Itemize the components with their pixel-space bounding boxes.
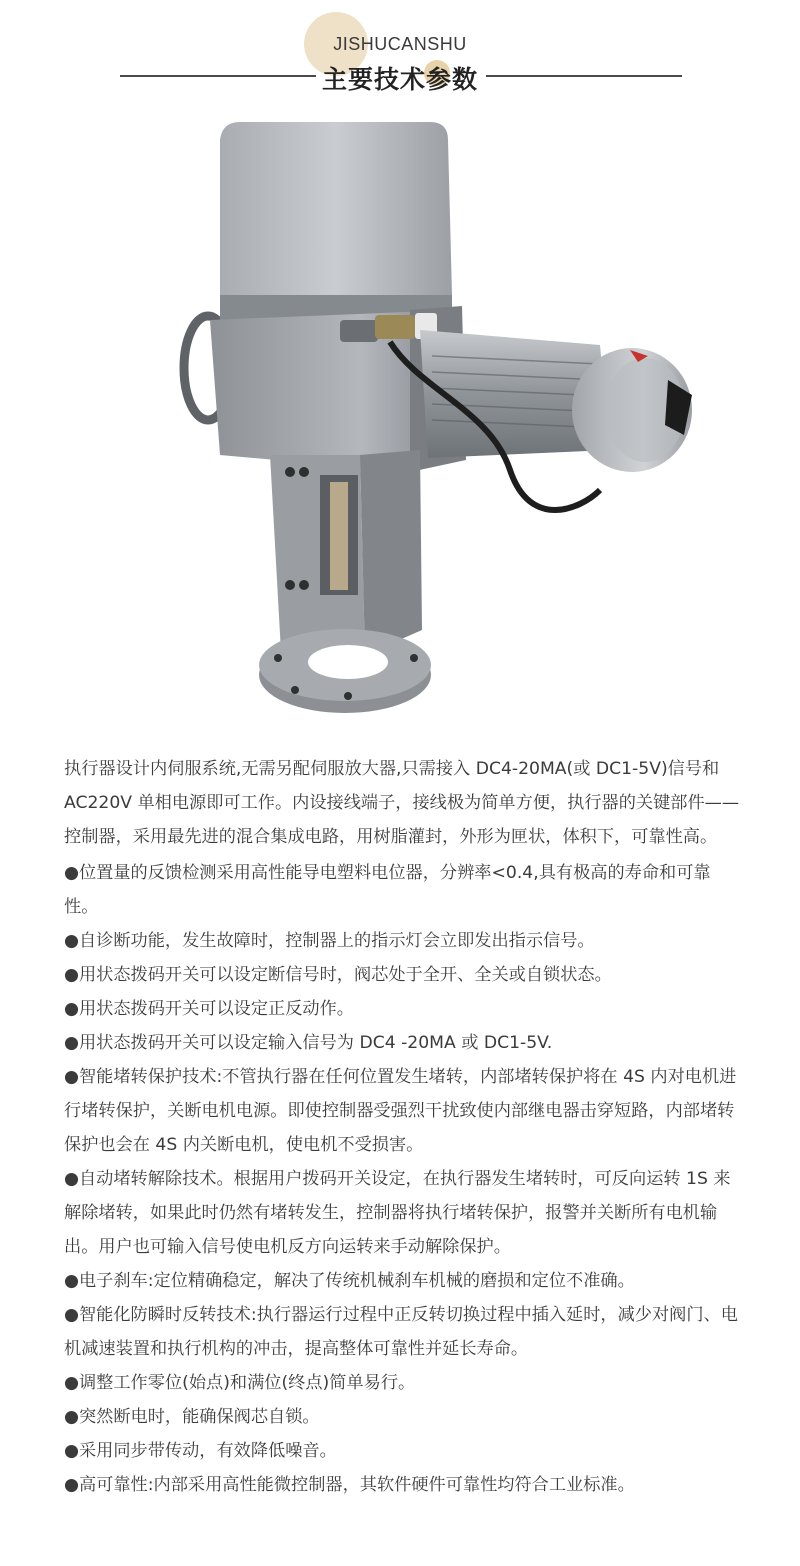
section-header (0, 0, 800, 110)
feature-item: ●用状态拨码开关可以设定断信号时，阀芯处于全开、全关或自锁状态。 (64, 965, 612, 985)
header-subtitle: JISHUCANSHU (333, 34, 467, 54)
feature-item: ●智能化防瞬时反转技术:执行器运行过程中正反转切换过程中插入延时，减少对阀门、电机减速装置和执行机构的冲击，提高整体可靠性并延长寿命。 (64, 1305, 738, 1359)
feature-item: ●调整工作零位(始点)和满位(终点)简单易行。 (64, 1373, 416, 1393)
intro-paragraph: 执行器设计内伺服系统,无需另配伺服放大器,只需接入 DC4-20MA(或 DC1-5V)信号和 AC220V 单相电源即可工作。内设接线端子，接线极为简单方便，执行器的关键部件——控制器，采用最先进的混合集成电路，用树脂灌封，外形为匣状，体积下，可靠性高。 (64, 759, 740, 847)
feature-item: ●位置量的反馈检测采用高性能导电塑料电位器，分辨率<0.4,具有极高的寿命和可靠性。 (64, 863, 711, 917)
header-title: 主要技术参数 (321, 65, 478, 94)
description-section (64, 752, 744, 1502)
feature-item: ●用状态拨码开关可以设定正反动作。 (64, 999, 354, 1019)
electric-actuator-image (170, 110, 730, 735)
feature-item: ●突然断电时，能确保阀芯自锁。 (64, 1407, 320, 1427)
feature-item: ●智能堵转保护技术:不管执行器在任何位置发生堵转，内部堵转保护将在 4S 内对电机进行堵转保护，关断电机电源。即使控制器受强烈干扰致使内部继电器击穿短路，内部堵转保护也会在 4S 内关断电机，使电机不受损害。 (64, 1067, 737, 1155)
feature-item: ●电子刹车:定位精确稳定，解决了传统机械刹车机械的磨损和定位不准确。 (64, 1271, 635, 1291)
feature-item: ●用状态拨码开关可以设定输入信号为 DC4 -20MA 或 DC1-5V. (64, 1033, 553, 1053)
feature-item: ●自诊断功能，发生故障时，控制器上的指示灯会立即发出指示信号。 (64, 931, 595, 951)
feature-item: ●采用同步带传动，有效降低噪音。 (64, 1441, 337, 1461)
feature-item: ●自动堵转解除技术。根据用户拨码开关设定，在执行器发生堵转时，可反向运转 1S 来解除堵转，如果此时仍然有堵转发生，控制器将执行堵转保护，报警并关断所有电机输出。用户也可输入信号使电机反方向运转来手动解除保护。 (64, 1169, 731, 1257)
feature-item: ●高可靠性:内部采用高性能微控制器，其软件硬件可靠性均符合工业标准。 (64, 1475, 635, 1495)
